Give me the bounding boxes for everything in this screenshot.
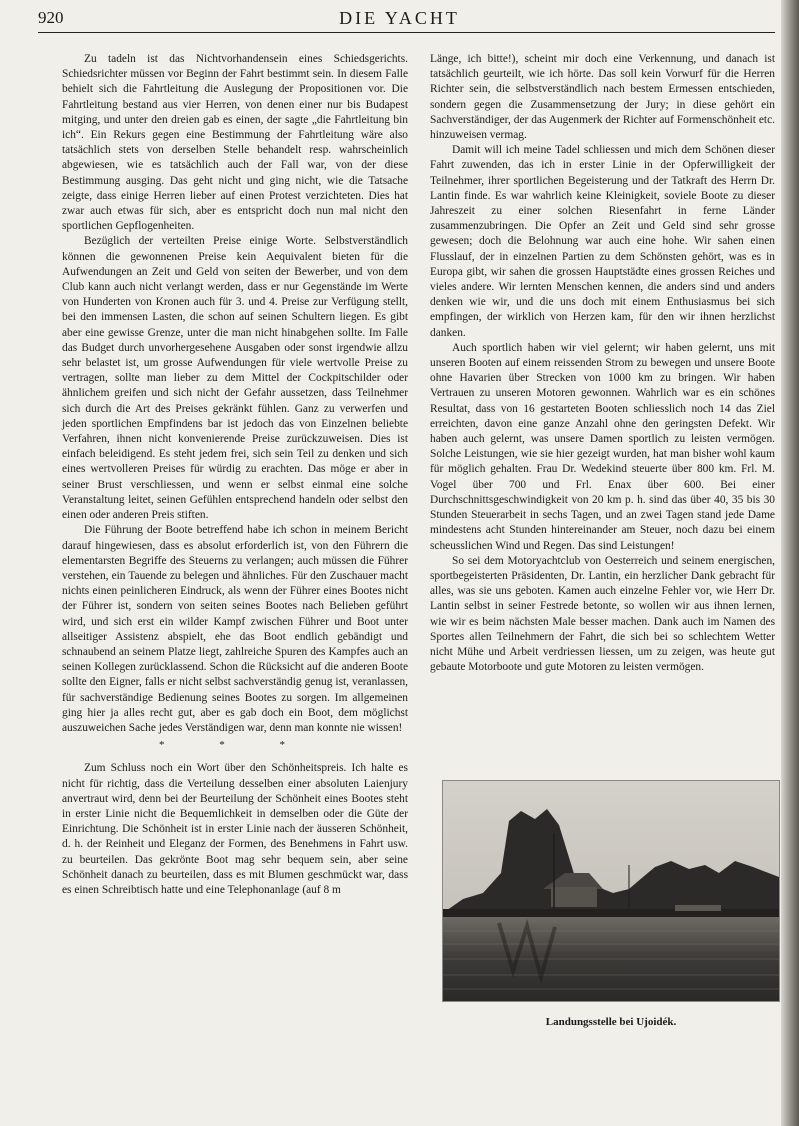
paragraph: So sei dem Motoryachtclub von Oesterreich und seinem energischen, sportbegeisterten Präsidenten, Dr. Lantin, ein herzlicher Dank gebracht für alles, was sie uns geboten. Kamen auch einzelne Fehler vor, wie Herr Dr. Lantin selbst in seiner Festrede betonte, so wollen wir aus ihnen lernen, wie wir es beim nächsten Male besser machen. Dank auch im Namen des Sportes allen Teilnehmern der Fahrt, die sich bei so schlechtem Wetter nicht Mühe und Arbeit verdriessen liessen, um zu zeigen, was heute gut gebaute Motorboote und gute Motoren zu leisten vermögen.: [430, 554, 775, 674]
running-title: DIE YACHT: [339, 8, 460, 28]
paragraph-continuation: Länge, ich bitte!), scheint mir doch eine Verkennung, und danach ist tatsächlich geurteilt, wie ich hörte. Das soll kein Vorwurf für die Herren Richter sein, die selbstverständlich nach bestem Ermessen entschieden, sondern gegen die Zusammensetzung der Jury; in diese gehört ein Sachverständiger, der das Augenmerk der Richter auf Formenschönheit etc. hinzuweisen vermag.: [430, 53, 775, 142]
figure-caption: Landungsstelle bei Ujoidék.: [545, 1016, 677, 1028]
paragraph: Auch sportlich haben wir viel gelernt; wir haben gelernt, uns mit unseren Booten auf einem reissenden Strom zu bewegen und unsere Boote ohne Havarien über Strecken von 1000 km zu bringen. Wir haben Vertrauen zu unseren Motoren gewonnen. Wahrlich war es ein schönes Resultat, dass von 16 gestarteten Booten schliesslich noch 14 das Ziel erreichten, davon eine ganze Anzahl ohne den geringsten Defekt. Wir haben auch gelernt, was unsere Damen sportlich zu leisten vermögen. Solche Leistungen, wie sie hier gezeigt wurden, hat man bisher wohl kaum für möglich gehalten. Frau Dr. Wedekind steuerte über 800 km. Frl. M. Vogel über 700 und Frl. Enax über 600. Bei einer Durchschnittsgeschwindigkeit von 20 km p. h. sind das über 40, 35 bis 30 Stunden Steuerarbeit in sechs Tagen, und an zwei Tagen stand jede Dame mindestens acht Stunden hintereinander am Steuer, noch dazu bei einem scheusslichen Wind und Regen. Das sind Leistungen!: [430, 341, 775, 552]
paragraph: Zu tadeln ist das Nichtvorhandensein eines Schiedsgerichts. Schiedsrichter müssen vor Beginn der Fahrt bestimmt sein. In diesem Falle behielt sich die Fahrtleitung die Auslegung der Propositionen vor. Die Fahrtleitung bestand aus vier Herren, von denen einer nur bis Budapest mitging, und unter den dreien gab es einen, der sagte „die Fahrtleitung bin ich“. Ein Rekurs gegen eine Bestimmung der Fahrtleitung wäre also tatsächlich stets von derselben Stelle behandelt resp. wahrscheinlich abgewiesen, wie es tatsächlich auch der Fall war, von der diese Bestimmung ausging. Das geht nicht und ging nicht, wie die Tatsache zeigte, dass einige Herren lieber auf einen Protest verzichteten. Dies hat zwar auch etwas für sich, aber es entspricht doch nun mal nicht den sportlichen Gepflogenheiten.: [62, 53, 408, 233]
section-separator: * * *: [159, 739, 311, 752]
page-edge-shadow: [781, 0, 799, 1126]
left-column: [62, 52, 408, 898]
paragraph: Bezüglich der verteilten Preise einige Worte. Selbstverständlich können die gewonnenen Preise kein Aequivalent bieten für die Aufwendungen an Zeit und Geld von seiten der Bewerber, und von dem Club kann auch nicht verlangt werden, dass er nur Gegenstände im Werte von Hunderten von Kronen auch für 3. und 4. Preise zur Verfügung stellt, bei den immensen Lasten, die schon auf seinen Schultern liegen. Es gibt aber eine gewisse Grenze, unter die man nicht hinabgehen sollte. Im Falle das Budget durch unvorhergesehene Ausgaben oder sonst irgendwie allzu sehr belastet ist, um grosse Aufwendungen für viele wertvolle Preise zu vertragen, sollte man lieber zu dem Mittel der Cockpitschilder oder ähnlichem greifen und sich nicht der Gefahr aussetzen, dass Teilnehmer sich durch die Art des Preises gekränkt fühlen. Ganz zu verwerfen und jeden sportlichen Empfindens bar ist jedoch das von Einzelnen beliebte Verfahren, ihnen nicht konvenierende Preise zurückzuweisen. Dies ist einfach beleidigend. Es steht jedem frei, sich sein Teil zu denken und sich eines wertvolleren Preises für würdig zu erachten. Das möge er aber in seiner Brust verschliessen, und wenn er selbst einmal eine solche Veranstaltung leitet, seinen Gefühlen entsprechend handeln oder selbst den einen oder anderen Preis stiften.: [62, 235, 408, 522]
paragraph: Die Führung der Boote betreffend habe ich schon in meinem Bericht darauf hingewiesen, dass es absolut erforderlich ist, von den Führern die elementarsten Begriffe des Steuerns zu verlangen; auch müssen die Führer verstehen, ein Tauende zu belegen und ähnliches. Für den Zuschauer macht nichts einen peinlicheren Eindruck, als wenn der Führer eines Bootes nicht der Führer ist, sondern von seiten seines Bootes nach Belieben geführt wird, und sich erst ein wilder Kampf zwischen Führer und Boot unter allseitiger Assistenz abspielt, ehe das Boot endlich gebändigt und schnaubend an seinem Platze liegt, zahlreiche Spuren des Kampfes auch an seinen Kollegen zurücklassend. Schon die Rücksicht auf die anderen Boote sollte den Eigner, falls er nicht selbst sachverständig genug ist, veranlassen, für sachverständige Bedienung seines Bootes zu sorgen. Im allgemeinen ging hier ja alles recht gut, aber es gab doch ein Boot, dem möglichst auszuweichen Sache jedes Verständigen war, denn man konnte nie wissen!: [62, 524, 408, 734]
landing-stage-photo: [443, 781, 779, 1001]
paragraph: Zum Schluss noch ein Wort über den Schönheitspreis. Ich halte es nicht für richtig, dass die Verteilung desselben einer absoluten Laienjury anvertraut wird, denn bei der Beurteilung der Schönheit eines Bootes steht in erster Linie nicht die Bequemlichkeit in demselben oder die Güte der Einrichtung. Die Schönheit ist in erster Linie nach der äusseren Schönheit, d. h. der Reinheit und Eleganz der Formen, des Benehmens in Fahrt usw. zu beurteilen. Das gekrönte Boot mag sehr bequem sein, aber seine Schönheit danach zu beurteilen, dass es mit Blumen geschmückt war, dass es einen Schreibtisch hatte und eine Telephonanlage (auf 8 m: [62, 762, 408, 896]
right-column: [430, 52, 775, 675]
header-rule: [38, 32, 775, 33]
page-number: 920: [38, 8, 64, 27]
paragraph: Damit will ich meine Tadel schliessen und mich dem Schönen dieser Fahrt zuwenden, das ich in erster Linie in der Opferwilligkeit der Teilnehmer, ihrer sportlichen Begeisterung und der Tatkraft des Herrn Dr. Lantin finde. Es war wahrlich keine Kleinigkeit, soviele Boote zu dieser Jahreszeit zu einer solchen Riesenfahrt in ferne Länder zusammenzubringen. Die Opfer an Zeit und Geld sind sehr grosse gewesen; doch die Belohnung war auch eine hohe. Wir sahen einen Flusslauf, der in einzelnen Partien zu dem Schönsten gehört, was es in Europa gibt, wir sahen die grossen Hauptstädte eines grossen Reiches und vieles andere. Wir lernten Menschen kennen, die anders sind und anders denken wie wir, und die uns doch mit einem Enthusiasmus bei sich empfingen, der wirklich von Herzen kam, für den wir ihnen herzlichst danken.: [430, 144, 775, 339]
